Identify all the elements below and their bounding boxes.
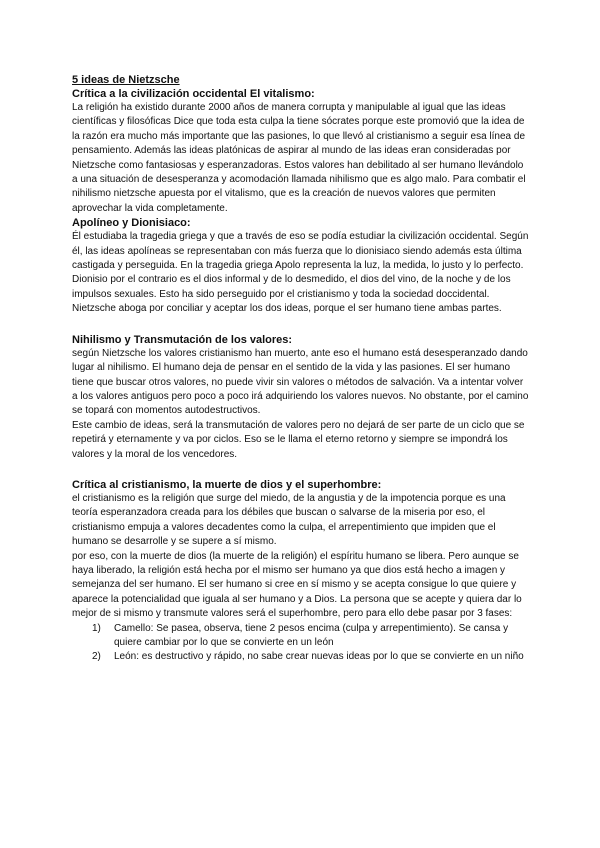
paragraph-cristianismo-1: el cristianismo es la religión que surge del miedo, de la angustia y de la impotencia porque es una teoría esperanzadora creada para los débiles que buscan o salvarse de la miseria por eso, el cristianismo empuja a valores decadentes como la culpa, el arrepentimiento que impiden que el humano se desarrolle y se supere a sí mismo.	[72, 492, 506, 548]
list-item-number: 1)	[92, 622, 101, 634]
phases-list	[72, 622, 530, 665]
section-heading-vitalismo: Crítica a la civilización occidental El vitalismo:	[72, 88, 315, 100]
list-item-text: Camello: Se pasea, observa, tiene 2 pesos encima (culpa y arrepentimiento). Se cansa y quiere cambiar por lo que se convierte en un león	[114, 622, 509, 648]
paragraph-vitalismo: La religión ha existido durante 2000 años de manera corrupta y manipulable al igual que las ideas científicas y filosóficas Dice que toda esta culpa la tiene sócrates porque este promovió que la idea de la razón era mucho más importante que las pasiones, lo que llevó al cristianismo a seguir esa línea de pensamiento. Además las ideas platónicas de aspirar al mundo de las ideas eran consideradas por Nietzsche como fantasiosas y esperanzadoras. Estos valores han debilitado al ser humano llevándolo a una situación de desesperanza y acomodación llamada nihilismo que es algo malo. Para combatir el nihilismo nietzsche apuesta por el vitalismo, que es la creación de nuevos valores que permiten aprovechar la vida completamente.	[72, 102, 526, 214]
section-gap	[72, 462, 530, 478]
section-heading-cristianismo: Crítica al cristianismo, la muerte de dios y el superhombre:	[72, 478, 382, 491]
list-item	[92, 650, 530, 664]
paragraph-cristianismo-2: por eso, con la muerte de dios (la muerte de la religión) el espíritu humano se libera. Pero aunque se haya liberado, la religión está hecha por el mismo ser humano ya que dios está hecho a imagen y semejanza del ser humano. El ser humano si cree en sí mismo y se acepta consigue lo que quiere y aparece la potencialidad que iguala al ser humano y a Dios. La persona que se acepte y quiera dar lo mejor de si mismo y transmute valores será el superhombre, pero para ello debe pasar por 3 fases:	[72, 550, 522, 620]
section-heading-apolineo: Apolíneo y Dionisiaco:	[72, 217, 191, 230]
paragraph-nihilismo-1: según Nietzsche los valores cristianismo han muerto, ante eso el humano está desesperanzado dando lugar al nihilismo. El humano deja de pensar en el sentido de la vida y las pasiones. El ser humano tiene que buscar otros valores, no puede vivir sin valores o métodos de salvación. Va a intentar volver a los valores antiguos pero poco a poco irá adquiriendo los valores nuevos. No obstante, por el camino se topará con momentos autodestructivos.	[72, 347, 529, 417]
paragraph-apolineo-2: Nietzsche aboga por conciliar y aceptar los dos ideas, porque el ser humano tiene ambas partes.	[72, 303, 502, 315]
section-heading-nihilismo: Nihilismo y Transmutación de los valores:	[72, 333, 293, 346]
list-item	[92, 622, 530, 651]
document-title: 5 ideas de Nietzsche	[72, 74, 180, 86]
section-gap	[72, 317, 530, 333]
list-item-text: León: es destructivo y rápido, no sabe crear nuevas ideas por lo que se convierte en un niño	[114, 651, 524, 663]
paragraph-nihilismo-2: Este cambio de ideas, será la transmutación de valores pero no dejará de ser parte de un ciclo que se repetirá y eternamente y va por ciclos. Eso se le llama el eterno retorno y siempre se impondrá los valores y la moral de los vencedores.	[72, 419, 525, 460]
list-item-number: 2)	[92, 651, 101, 663]
paragraph-apolineo-1: Él estudiaba la tragedia griega y que a través de eso se podía estudiar la civilización occidental. Según él, las ideas apolíneas se representaban con más fuerza que lo dionisiaco siendo además esta última castigada y perseguida. En la tragedia griega Apolo representa la luz, la medida, lo justo y lo perfecto. Dionisio por el contrario es el dios informal y de lo desmedido, el dios del vino, de la noche y de los impulsos sexuales. Esto ha sido perseguido por el cristianismo y toda la sociedad doccidental.	[72, 231, 529, 300]
